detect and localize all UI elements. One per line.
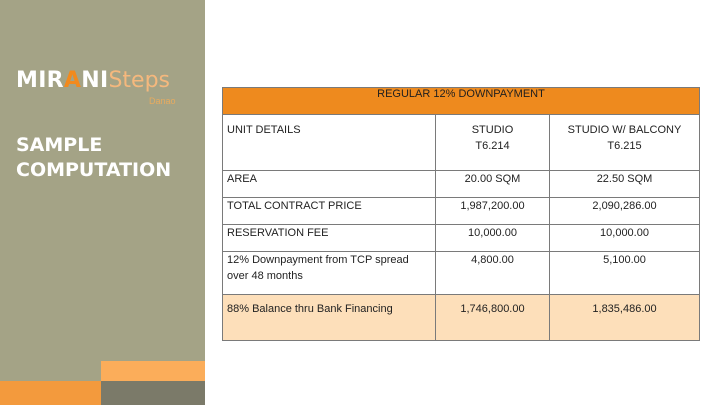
page-title-line2: COMPUTATION — [16, 159, 172, 181]
decor-block-orange — [0, 381, 101, 405]
unit-code: T6.215 — [607, 140, 642, 152]
row-label: 88% Balance thru Bank Financing — [223, 295, 436, 341]
row-label: AREA — [223, 171, 436, 198]
row-label: 12% Downpayment from TCP spread over 48 months — [223, 252, 436, 295]
cell-value: 1,746,800.00 — [436, 295, 550, 341]
table-row — [223, 115, 700, 171]
cell-value: 2,090,286.00 — [550, 198, 700, 225]
row-label: UNIT DETAILS — [223, 115, 436, 171]
cell-value: 10,000.00 — [436, 225, 550, 252]
logo-location: Danao — [149, 96, 176, 106]
cell-value: 1,987,200.00 — [436, 198, 550, 225]
table-header-row — [223, 88, 700, 115]
cell-value: 5,100.00 — [550, 252, 700, 295]
unit-code: T6.214 — [475, 140, 510, 152]
cell-value: 10,000.00 — [550, 225, 700, 252]
table-row-highlight — [223, 295, 700, 341]
cell-value: 1,835,486.00 — [550, 295, 700, 341]
brand-logo — [16, 68, 170, 93]
row-label: TOTAL CONTRACT PRICE — [223, 198, 436, 225]
sidebar — [0, 0, 205, 405]
table-row — [223, 198, 700, 225]
cell-value: 20.00 SQM — [436, 171, 550, 198]
cell-value: 22.50 SQM — [550, 171, 700, 198]
table-row — [223, 252, 700, 295]
logo-steps-text: Steps — [108, 68, 171, 93]
decor-block-light-orange — [101, 361, 205, 381]
logo-wordmark: MIRANI — [16, 68, 109, 93]
computation-table — [222, 87, 700, 341]
decor-block-gray — [101, 381, 205, 405]
unit-name: STUDIO — [471, 124, 514, 136]
row-label: RESERVATION FEE — [223, 225, 436, 252]
table-row — [223, 225, 700, 252]
table-row — [223, 171, 700, 198]
cell-value: 4,800.00 — [436, 252, 550, 295]
unit-header-studio-balcony — [550, 115, 700, 171]
table-header: REGULAR 12% DOWNPAYMENT — [223, 88, 700, 115]
unit-header-studio — [436, 115, 550, 171]
page-title-line1: SAMPLE — [16, 134, 103, 156]
page-title — [16, 133, 201, 183]
unit-name: STUDIO W/ BALCONY — [567, 124, 682, 136]
